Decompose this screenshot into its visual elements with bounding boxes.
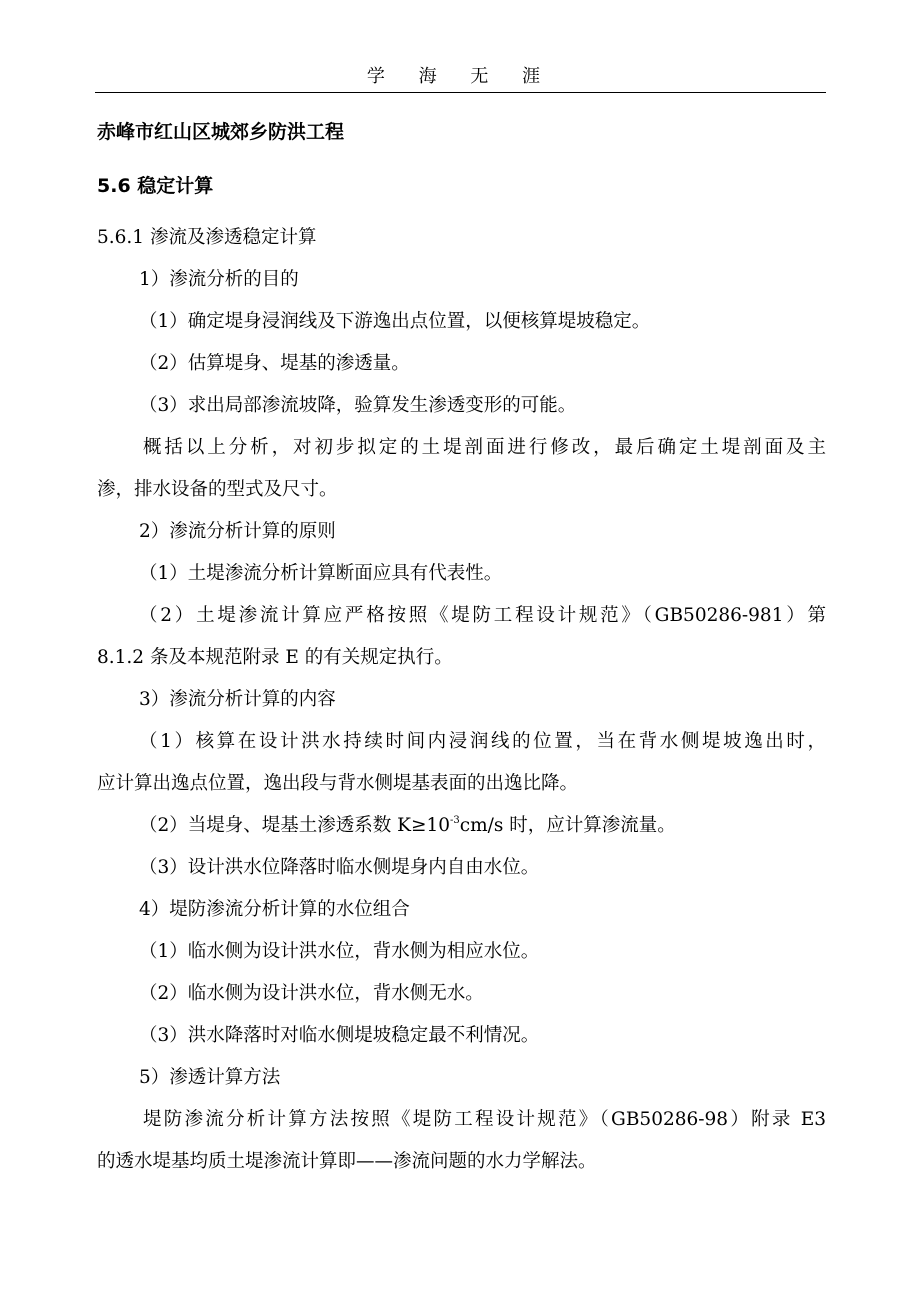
formula-text: （2）当堤身、堤基土渗透系数 K≥10 bbox=[139, 815, 451, 836]
item-heading-1: 1）渗流分析的目的 bbox=[139, 269, 299, 290]
list-item: （2）土堤渗流计算应严格按照《堤防工程设计规范》（GB50286-981）第 bbox=[139, 605, 826, 626]
item-heading-3: 3）渗流分析计算的内容 bbox=[139, 689, 336, 710]
project-title: 赤峰市红山区城郊乡防洪工程 bbox=[97, 121, 345, 143]
list-item: （1）临水侧为设计洪水位，背水侧为相应水位。 bbox=[139, 941, 540, 962]
list-item: （3）求出局部渗流坡降，验算发生渗透变形的可能。 bbox=[139, 395, 577, 416]
list-item: （3）洪水降落时对临水侧堤坡稳定最不利情况。 bbox=[139, 1025, 540, 1046]
item-heading-4: 4）堤防渗流分析计算的水位组合 bbox=[139, 899, 410, 920]
list-item: （1）土堤渗流分析计算断面应具有代表性。 bbox=[139, 563, 503, 584]
list-item: （1）核算在设计洪水持续时间内浸润线的位置，当在背水侧堤坡逸出时， bbox=[139, 731, 826, 752]
list-item bbox=[139, 814, 676, 838]
paragraph-line: 的透水堤基均质土堤渗流计算即——渗流问题的水力学解法。 bbox=[97, 1151, 597, 1172]
formula-text: cm/s 时，应计算渗流量。 bbox=[459, 815, 676, 836]
paragraph-line: 8.1.2 条及本规范附录 E 的有关规定执行。 bbox=[97, 647, 453, 668]
paragraph-line: 渗，排水设备的型式及尺寸。 bbox=[97, 479, 338, 500]
item-heading-5: 5）渗透计算方法 bbox=[139, 1067, 281, 1088]
subsection-title: 5.6.1 渗流及渗透稳定计算 bbox=[97, 227, 317, 248]
paragraph-line: 概括以上分析，对初步拟定的土堤剖面进行修改，最后确定土堤剖面及主 bbox=[143, 437, 826, 458]
item-heading-2: 2）渗流分析计算的原则 bbox=[139, 521, 336, 542]
paragraph-line: 应计算出逸点位置，逸出段与背水侧堤基表面的出逸比降。 bbox=[97, 773, 579, 794]
section-title: 5.6 稳定计算 bbox=[97, 175, 214, 197]
header-rule bbox=[95, 92, 826, 93]
list-item: （3）设计洪水位降落时临水侧堤身内自由水位。 bbox=[139, 857, 540, 878]
list-item: （1）确定堤身浸润线及下游逸出点位置，以便核算堤坡稳定。 bbox=[139, 311, 651, 332]
list-item: （2）临水侧为设计洪水位，背水侧无水。 bbox=[139, 983, 484, 1004]
page-header: 学 海 无 涯 bbox=[366, 66, 555, 87]
exponent: -3 bbox=[450, 815, 460, 826]
list-item: （2）估算堤身、堤基的渗透量。 bbox=[139, 353, 410, 374]
paragraph-line: 堤防渗流分析计算方法按照《堤防工程设计规范》（GB50286-98）附录 E3 bbox=[143, 1109, 826, 1130]
